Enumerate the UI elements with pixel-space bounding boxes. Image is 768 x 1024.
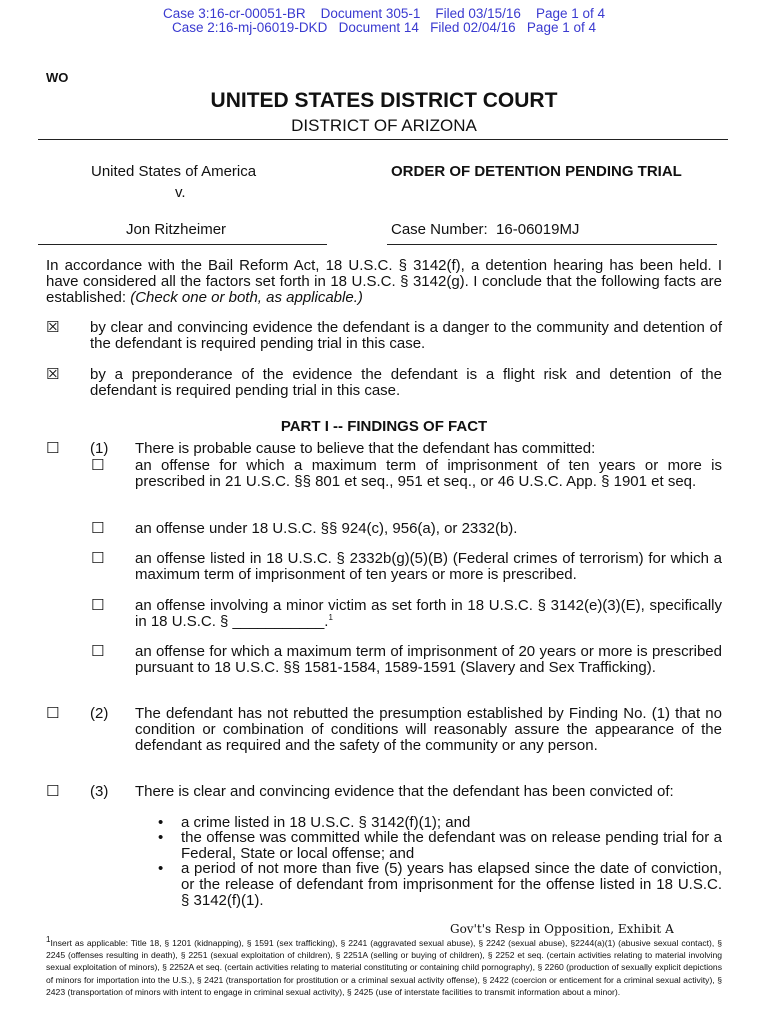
finding-3-bullet-3: a period of not more than five (5) years has elapsed since the date of conviction, or the release of defendant from imprisonment for the offense listed in 18 U.S.C. § 3142(f)(1). bbox=[181, 860, 722, 909]
case-number-line bbox=[391, 222, 579, 238]
court-name: UNITED STATES DISTRICT COURT bbox=[210, 89, 558, 112]
intro-paragraph bbox=[46, 258, 722, 306]
defendant-name: Jon Ritzheimer bbox=[126, 221, 227, 238]
finding-danger-text: by clear and convincing evidence the defendant is a danger to the community and detention of the defendant is required pending trial in this case. bbox=[90, 319, 722, 352]
filing-stamp-2: Case 2:16-mj-06019-DKD Document 14 Filed 02/04/16 Page 1 of 4 bbox=[172, 20, 596, 35]
order-title: ORDER OF DETENTION PENDING TRIAL bbox=[391, 163, 682, 180]
part1-heading: PART I -- FINDINGS OF FACT bbox=[280, 418, 488, 435]
checkbox-danger[interactable]: ☒ bbox=[46, 319, 60, 336]
versus: v. bbox=[175, 184, 186, 201]
caption-rule-right bbox=[387, 244, 717, 245]
finding-3-bullet-2: the offense was committed while the defendant was on release pending trial for a Federal, State or local offense; and bbox=[181, 829, 722, 862]
wo-marker: WO bbox=[46, 70, 69, 85]
bullet-3-marker: • bbox=[158, 860, 164, 877]
filing-stamp-1: Case 3:16-cr-00051-BR Document 305-1 Filed 03/15/16 Page 1 of 4 bbox=[163, 6, 605, 21]
checkbox-option-terrorism[interactable]: ☐ bbox=[91, 550, 105, 567]
checkbox-finding-3[interactable]: ☐ bbox=[46, 783, 60, 800]
header-rule bbox=[38, 139, 728, 140]
caption-rule-left bbox=[38, 244, 327, 245]
bullet-2-marker: • bbox=[158, 829, 164, 846]
checkbox-option-firearm[interactable]: ☐ bbox=[91, 520, 105, 537]
footnote-text: Insert as applicable: Title 18, § 1201 (kidnapping), § 1591 (sex trafficking), § 2241 (aggravated sexual abuse), § 2242 (sexual abuse), §2244(a)(1) (abusive sexual contact), § 2245 (offenses resulting in death), § 2251 (sexual exploitation of children), § 2251A (selling or buying of children), § 2252 et seq. (certain activities relating to material involving sexual exploitation of minors), § 2252A et seq. (certain activities relating to material constituting or containing child pornography), § 2260 (production of sexually explicit depictions of minors for importation into the U.S.), § 2421 (transportation for prostitution or a criminal sexual activity offense), § 2422 (coercion or enticement for a criminal sexual activity), § 2423 (transportation of minors with intent to engage in criminal sexual activity), § 2425 (use of interstate facilities to transmit information about a minor). bbox=[46, 938, 722, 997]
checkbox-option-trafficking[interactable]: ☐ bbox=[91, 643, 105, 660]
finding-3-text: There is clear and convincing evidence that the defendant has been convicted of: bbox=[135, 783, 674, 800]
checkbox-flight-risk[interactable]: ☒ bbox=[46, 366, 60, 383]
checkbox-finding-1[interactable]: ☐ bbox=[46, 440, 60, 457]
finding-3-number: (3) bbox=[90, 783, 109, 800]
option-terrorism-text: an offense listed in 18 U.S.C. § 2332b(g)(5)(B) (Federal crimes of terrorism) for which a maximum term of imprisonment of ten years or more is prescribed. bbox=[135, 550, 722, 583]
footnote bbox=[46, 937, 722, 998]
case-number-label: Case Number: bbox=[391, 221, 488, 238]
finding-2-number: (2) bbox=[90, 705, 109, 722]
option-minor-victim-text: an offense involving a minor victim as set forth in 18 U.S.C. § 3142(e)(3)(E), specifically in 18 U.S.C. § ___________. bbox=[135, 597, 722, 630]
finding-2-text: The defendant has not rebutted the presumption established by Finding No. (1) that no condition or combination of conditions will reasonably assure the appearance of the defendant as required and the safety of the community or any person. bbox=[135, 705, 722, 754]
finding-flight-risk-text: by a preponderance of the evidence the defendant is a flight risk and detention of the defendant is required pending trial in this case. bbox=[90, 366, 722, 399]
checkbox-option-drug[interactable]: ☐ bbox=[91, 457, 105, 474]
intro-instruction: (Check one or both, as applicable.) bbox=[130, 289, 363, 306]
option-trafficking-text: an offense for which a maximum term of imprisonment of 20 years or more is prescribed pursuant to 18 U.S.C. §§ 1581-1584, 1589-1591 (Slavery and Sex Trafficking). bbox=[135, 643, 722, 676]
footnote-ref: 1 bbox=[328, 613, 333, 622]
checkbox-option-minor-victim[interactable]: ☐ bbox=[91, 597, 105, 614]
finding-1-text: There is probable cause to believe that the defendant has committed: bbox=[135, 440, 596, 457]
intro-text: In accordance with the Bail Reform Act, 18 U.S.C. § 3142(f), a detention hearing has been held. I have considered all the factors set forth in 18 U.S.C. § 3142(g). I conclude that the following facts are established: bbox=[46, 257, 722, 306]
option-firearm-text: an offense under 18 U.S.C. §§ 924(c), 956(a), or 2332(b). bbox=[135, 520, 518, 537]
exhibit-label: Gov't's Resp in Opposition, Exhibit A bbox=[450, 922, 674, 936]
finding-3-bullet-1: a crime listed in 18 U.S.C. § 3142(f)(1); and bbox=[181, 814, 471, 831]
case-number: 16-06019MJ bbox=[496, 221, 580, 238]
finding-1-number: (1) bbox=[90, 440, 109, 457]
plaintiff-name: United States of America bbox=[91, 163, 257, 180]
district-name: DISTRICT OF ARIZONA bbox=[291, 116, 477, 135]
footnote-marker: 1 bbox=[46, 935, 51, 945]
option-minor-victim bbox=[135, 598, 722, 630]
bullet-1-marker: • bbox=[158, 814, 164, 831]
checkbox-finding-2[interactable]: ☐ bbox=[46, 705, 60, 722]
option-drug-text: an offense for which a maximum term of imprisonment of ten years or more is prescribed in 21 U.S.C. §§ 801 et seq., 951 et seq., or 46 U.S.C. App. § 1901 et seq. bbox=[135, 457, 722, 490]
